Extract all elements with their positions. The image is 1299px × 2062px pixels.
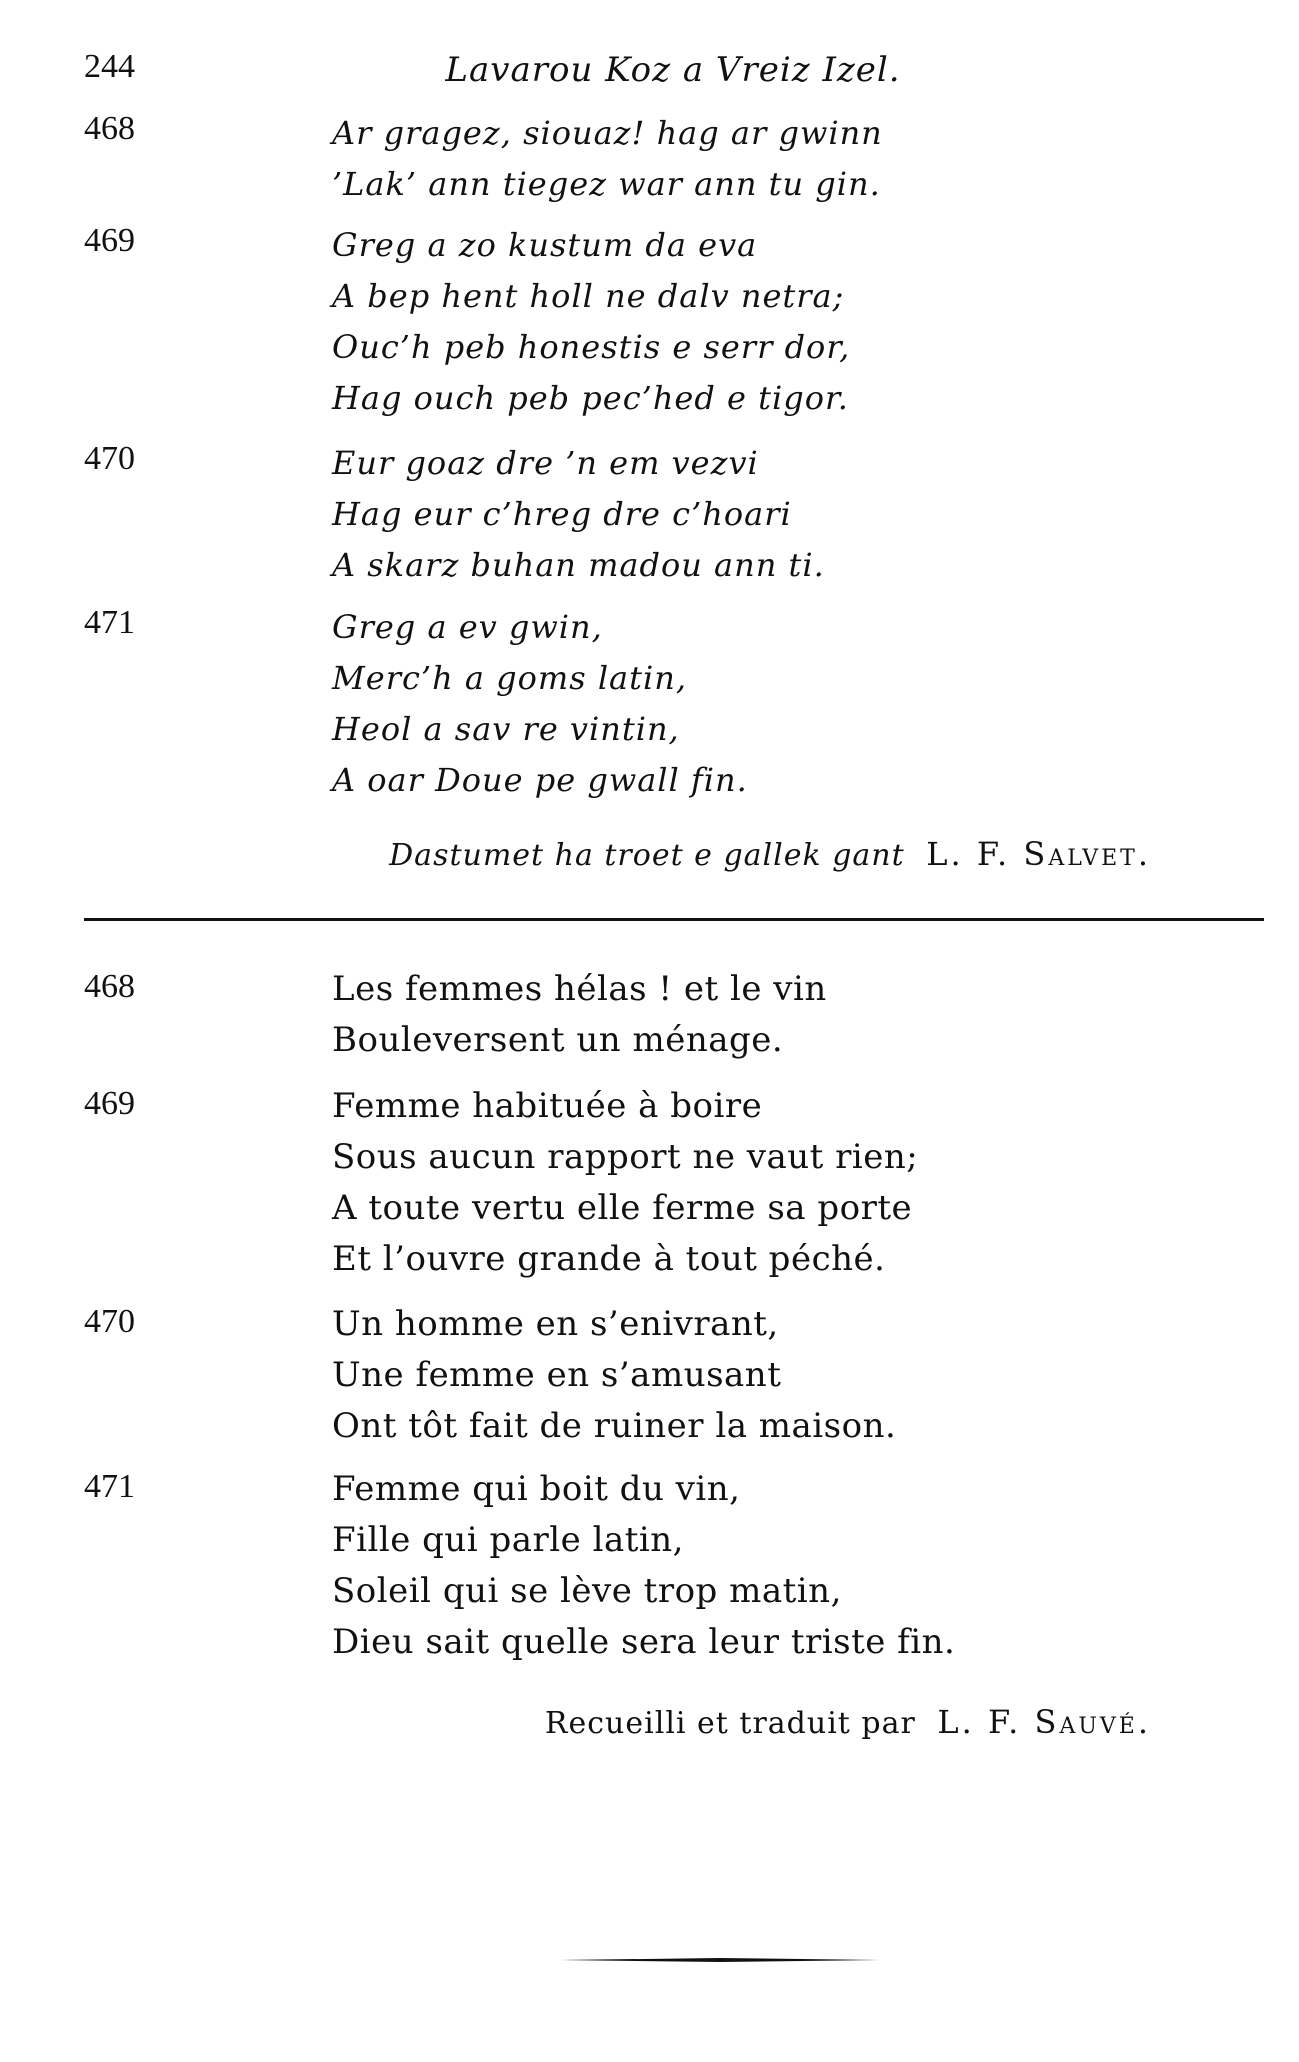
verse-line: Un homme en s’enivrant, xyxy=(332,1304,779,1344)
verse-line: A bep hent holl ne dalv netra; xyxy=(332,277,845,315)
french-proverb xyxy=(332,1464,955,1668)
verse-line: Les femmes hélas ! et le vin xyxy=(332,969,827,1009)
breton-proverb xyxy=(332,220,850,424)
signature-author: L. F. Salvet. xyxy=(926,835,1151,873)
verse-line: Greg a zo kustum da eva xyxy=(332,226,758,264)
verse-line: Femme habituée à boire xyxy=(332,1086,763,1126)
verse-line: A toute vertu elle ferme sa porte xyxy=(332,1188,913,1228)
verse-line: ’Lak’ ann tiegez war ann tu gin. xyxy=(332,165,881,203)
verse-line: Bouleversent un ménage. xyxy=(332,1020,784,1060)
verse-line: Dieu sait quelle sera leur triste fin. xyxy=(332,1622,956,1662)
french-proverb xyxy=(332,1299,896,1452)
signature-author: L. F. Sauvé. xyxy=(937,1703,1151,1741)
breton-proverb-number: 470 xyxy=(84,440,135,477)
verse-line: Femme qui boit du vin, xyxy=(332,1469,741,1509)
breton-proverb xyxy=(332,108,883,210)
section-divider xyxy=(84,918,1264,921)
french-proverb-number: 468 xyxy=(84,968,135,1005)
verse-line: Une femme en s’amusant xyxy=(332,1355,782,1395)
french-proverb-number: 470 xyxy=(84,1303,135,1340)
verse-line: Sous aucun rapport ne vaut rien; xyxy=(332,1137,919,1177)
breton-proverb-number: 468 xyxy=(84,110,135,147)
verse-line: Heol a sav re vintin, xyxy=(332,710,680,748)
verse-line: Ont tôt fait de ruiner la maison. xyxy=(332,1406,897,1446)
breton-proverb-number: 469 xyxy=(84,222,135,259)
breton-proverb xyxy=(332,602,748,806)
verse-line: Et l’ouvre grande à tout péché. xyxy=(332,1239,886,1279)
signature-prefix: Dastumet ha troet e gallek gant xyxy=(389,838,905,873)
verse-line: Soleil qui se lève trop matin, xyxy=(332,1571,842,1611)
french-signature xyxy=(545,1703,1151,1741)
breton-proverb-number: 471 xyxy=(84,604,135,641)
end-ornament xyxy=(560,1958,880,1962)
verse-line: Hag ouch peb pec’hed e tigor. xyxy=(332,379,849,417)
verse-line: Merc’h a goms latin, xyxy=(332,659,687,697)
verse-line: Hag eur c’hreg dre c’hoari xyxy=(332,495,792,533)
french-proverb xyxy=(332,964,827,1066)
french-proverb-number: 471 xyxy=(84,1468,135,1505)
breton-signature xyxy=(389,835,1151,873)
verse-line: Greg a ev gwin, xyxy=(332,608,603,646)
verse-line: A oar Doue pe gwall fin. xyxy=(332,761,748,799)
verse-line: Eur goaz dre ’n em vezvi xyxy=(332,444,759,482)
verse-line: Fille qui parle latin, xyxy=(332,1520,684,1560)
verse-line: Ar gragez, siouaz! hag ar gwinn xyxy=(332,114,883,152)
running-head: Lavarou Koz a Vreiz Izel. xyxy=(445,50,901,90)
signature-prefix: Recueilli et traduit par xyxy=(544,1706,916,1741)
breton-proverb xyxy=(332,438,825,591)
verse-line: A skarz buhan madou ann ti. xyxy=(332,546,825,584)
page-number: 244 xyxy=(84,48,135,85)
verse-line: Ouc’h peb honestis e serr dor, xyxy=(332,328,851,366)
french-proverb xyxy=(332,1081,918,1285)
french-proverb-number: 469 xyxy=(84,1085,135,1122)
